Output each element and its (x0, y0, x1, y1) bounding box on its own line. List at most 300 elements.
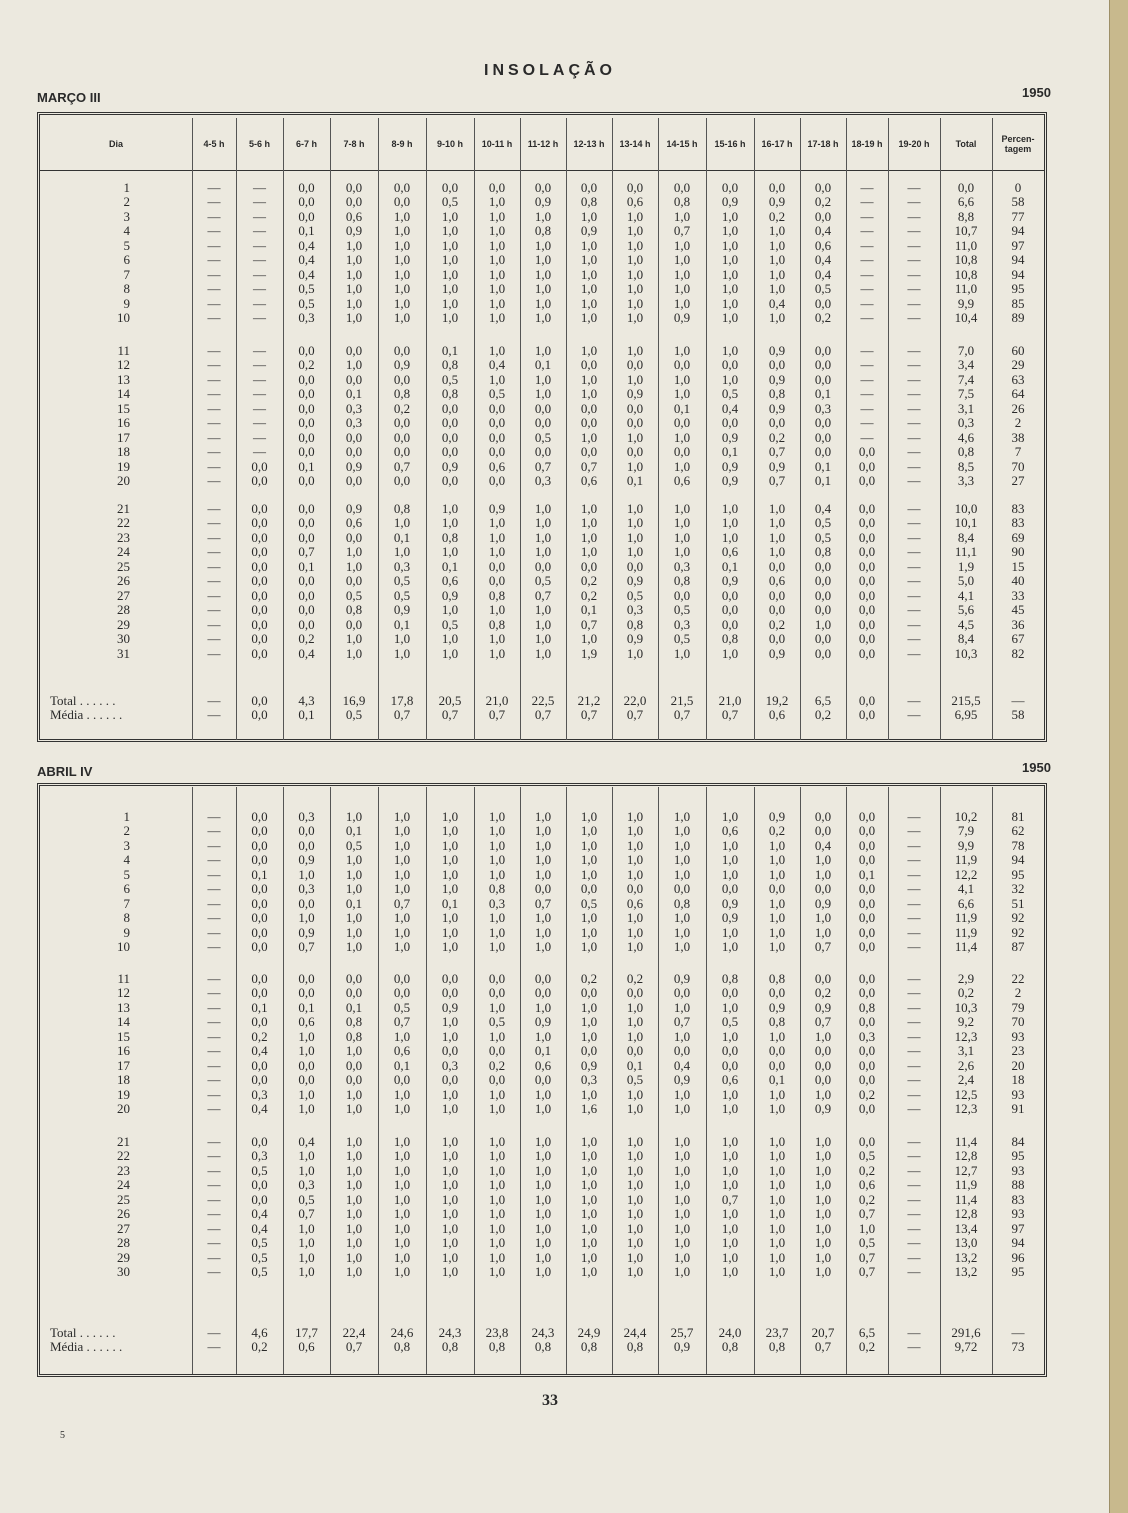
table-cell: 0,0 (441, 971, 459, 986)
table-cell: 0,9 (626, 386, 644, 402)
table-cell: 1,0 (393, 1264, 411, 1280)
table-cell: 1,0 (768, 1028, 786, 1044)
table-cell: — (907, 223, 921, 239)
table-cell: 1,0 (298, 1028, 315, 1044)
table-cell: 1,0 (534, 1134, 552, 1149)
table-cell: 1,0 (393, 1086, 411, 1102)
table-cell: 1,0 (393, 645, 411, 661)
table-cell: 1,0 (488, 1235, 506, 1251)
table-cell: 83 (1011, 501, 1025, 516)
table-cell: 0,8 (814, 544, 832, 560)
table-cell: 0,4 (814, 501, 832, 516)
table-cell: 1,0 (488, 529, 506, 545)
table-cell: 0,0 (858, 515, 876, 531)
table-cell: 1,0 (534, 386, 552, 402)
table-cell: 1,0 (673, 1206, 691, 1222)
table-cell: 1,0 (673, 1028, 691, 1044)
table-cell: 1,0 (534, 616, 552, 632)
table-cell: 0,7 (858, 1264, 876, 1280)
row-day: 15 (117, 400, 130, 416)
table-cell: — (907, 208, 921, 224)
table-cell: 1,0 (534, 939, 552, 955)
table-cell: 0,5 (251, 1162, 268, 1178)
table-cell: 0,5 (488, 1014, 506, 1030)
table-cell: — (907, 281, 921, 297)
table-cell: 0,0 (251, 602, 268, 618)
media-cell: — (207, 707, 221, 722)
media-cell: 0,7 (488, 707, 506, 722)
table-cell: 1,0 (534, 1191, 552, 1207)
table-cell: 1,0 (393, 266, 411, 282)
table-cell: 0,8 (345, 1014, 363, 1030)
table-cell: — (207, 924, 221, 940)
table-cell: 1,0 (441, 1249, 459, 1265)
table-cell: 1,0 (534, 266, 552, 282)
table-cell: 0,0 (673, 587, 691, 603)
table-cell: 1,0 (626, 223, 644, 239)
table-cell: 1,0 (721, 1249, 739, 1265)
table-cell: 0,8 (345, 1028, 363, 1044)
table-cell: 0,0 (251, 631, 268, 647)
table-cell: 10,2 (954, 809, 978, 824)
table-cell: 82 (1011, 645, 1025, 661)
table-cell: 1,0 (673, 386, 691, 402)
total-cell: 215,5 (951, 693, 981, 708)
table-cell: — (860, 237, 874, 253)
table-cell: 1,0 (345, 809, 363, 824)
table-cell: 1,0 (534, 1264, 552, 1280)
table-cell: 0,4 (488, 357, 506, 373)
media-cell: 0,1 (298, 707, 315, 722)
row-day: 3 (123, 837, 130, 853)
table-cell: 0,0 (858, 924, 876, 940)
row-day: 16 (117, 415, 130, 431)
table-cell: 0,0 (721, 357, 739, 373)
table-cell: 0,1 (298, 999, 315, 1015)
media-cell: 73 (1011, 1339, 1025, 1354)
table-cell: — (907, 1148, 921, 1164)
table-cell: 1,0 (488, 1264, 506, 1280)
table-cell: — (207, 895, 221, 911)
table-cell: 1,0 (814, 1220, 832, 1236)
table-cell: — (907, 1177, 921, 1193)
table-cell: 0,5 (441, 194, 459, 210)
table-cell: — (907, 1249, 921, 1265)
table-cell: 1,0 (345, 1043, 363, 1059)
table-cell: 0,0 (488, 971, 506, 986)
table-cell: 7,9 (957, 823, 975, 839)
table-cell: — (907, 295, 921, 311)
table-cell: 7,0 (957, 343, 975, 358)
table-cell: 90 (1011, 544, 1025, 560)
table-cell: 1,0 (534, 281, 552, 297)
table-cell: 1,0 (488, 237, 506, 253)
table-cell: 1,0 (673, 837, 691, 853)
table-cell: 0,9 (721, 429, 739, 445)
table-cell: 85 (1011, 295, 1025, 311)
table-cell: 1,0 (673, 515, 691, 531)
table-cell: 5,0 (957, 573, 975, 589)
table-cell: 0,1 (441, 558, 459, 574)
table-cell: 1,0 (441, 501, 459, 516)
table-cell: 0,9 (393, 357, 411, 373)
table-cell: 1,0 (393, 924, 411, 940)
table-cell: 0,4 (298, 1134, 315, 1149)
table-cell: 1,0 (673, 1134, 691, 1149)
table-cell: — (907, 1028, 921, 1044)
table-cell: 1,0 (441, 1101, 459, 1117)
media-cell: 0,7 (626, 707, 644, 722)
table-cell: 1,0 (534, 371, 552, 387)
table-cell: 1,0 (393, 1028, 411, 1044)
table-cell: 96 (1011, 1249, 1025, 1265)
table-cell: — (253, 223, 266, 239)
total-cell: 21,5 (670, 693, 694, 708)
table-cell: 1,0 (298, 1043, 315, 1059)
table-cell: 7,4 (957, 371, 975, 387)
table-cell: 0,9 (768, 371, 786, 387)
table-cell: 1,0 (345, 558, 363, 574)
table-cell: 1,0 (441, 310, 459, 326)
table-cell: 0,9 (673, 1072, 691, 1088)
table-cell: 1,0 (626, 1249, 644, 1265)
media-cell: 0,7 (441, 707, 459, 722)
table-cell: 1,0 (488, 281, 506, 297)
row-day: 15 (117, 1028, 130, 1044)
table-cell: 1,0 (721, 281, 739, 297)
table-cell: 0,1 (345, 823, 363, 839)
table-cell: — (207, 1086, 221, 1102)
total-cell: 24,6 (390, 1325, 414, 1340)
media-cell: 0,8 (580, 1339, 598, 1354)
table-cell: 95 (1011, 1264, 1025, 1280)
table-cell: 0,0 (251, 501, 268, 516)
table-cell: 0,0 (721, 1043, 739, 1059)
table-cell: 1,0 (393, 281, 411, 297)
table-cell: 1,0 (298, 1249, 315, 1265)
table-cell: 1,0 (626, 529, 644, 545)
table-cell: 15 (1011, 558, 1025, 574)
table-cell: 1,0 (626, 1264, 644, 1280)
row-day: 30 (117, 631, 130, 647)
table-cell: 0,0 (580, 400, 598, 416)
table-cell: — (207, 881, 221, 897)
row-day: 21 (117, 501, 130, 516)
table-cell: 0,0 (814, 645, 832, 661)
table-cell: 0,2 (298, 357, 315, 373)
table-cell: 1,0 (814, 1162, 832, 1178)
table-cell: 0,0 (858, 631, 876, 647)
table-cell: 1,0 (814, 852, 832, 868)
table-cell: — (860, 295, 874, 311)
table-cell: 0,0 (345, 616, 363, 632)
table-cell: 1,0 (345, 1134, 363, 1149)
table-cell: 0,0 (673, 444, 691, 460)
table-cell: 1,0 (488, 295, 506, 311)
table-cell: 0,0 (814, 429, 832, 445)
table-cell: 0,0 (858, 837, 876, 853)
row-day: 10 (117, 939, 130, 955)
table-cell: 1,0 (768, 529, 786, 545)
total-cell: 19,2 (765, 693, 789, 708)
table-cell: 0,0 (626, 357, 644, 373)
table-cell: — (207, 1206, 221, 1222)
table-cell: 0,0 (858, 881, 876, 897)
table-cell: 0,0 (858, 852, 876, 868)
table-cell: 4,6 (957, 429, 975, 445)
table-cell: — (207, 501, 221, 516)
media-cell: 0,7 (393, 707, 411, 722)
table-cell: 0,0 (251, 837, 268, 853)
table-cell: — (907, 971, 921, 986)
table-cell: 1,0 (345, 645, 363, 661)
table-cell: 0,0 (858, 1014, 876, 1030)
table-cell: 1,0 (534, 1101, 552, 1117)
table-cell: 95 (1011, 281, 1025, 297)
table-cell: 0,5 (441, 371, 459, 387)
table-cell: 1,0 (768, 924, 786, 940)
table-cell: 0,8 (441, 386, 459, 402)
table-cell: 0,3 (858, 1028, 876, 1044)
table-cell: — (207, 939, 221, 955)
table-cell: 91 (1011, 1101, 1025, 1117)
table-cell: 1,0 (721, 223, 739, 239)
table-cell: 1,0 (580, 266, 598, 282)
table-cell: 0,3 (393, 558, 411, 574)
table-cell: 36 (1011, 616, 1025, 632)
table-cell: 1,0 (721, 371, 739, 387)
table-cell: — (207, 357, 221, 373)
table-cell: 0,0 (858, 602, 876, 618)
table-cell: 0,0 (534, 415, 552, 431)
table-cell: 0,0 (768, 180, 786, 195)
table-cell: — (860, 194, 874, 210)
section-year-april: 1950 (1022, 760, 1051, 775)
table-cell: 1,0 (441, 1028, 459, 1044)
media-cell: 58 (1011, 707, 1025, 722)
table-cell: 1,0 (673, 343, 691, 358)
table-cell: 1,0 (488, 343, 506, 358)
table-cell: — (907, 910, 921, 926)
table-cell: 13,4 (954, 1220, 978, 1236)
table-cell: 0,0 (534, 971, 552, 986)
row-day: 31 (117, 645, 130, 661)
media-cell: 0,7 (673, 707, 691, 722)
table-cell: 1,0 (673, 924, 691, 940)
table-cell: 1,0 (441, 631, 459, 647)
table-cell: — (207, 1043, 221, 1059)
table-cell: — (207, 823, 221, 839)
table-cell: 93 (1011, 1206, 1025, 1222)
table-cell: — (207, 458, 221, 474)
table-cell: 0,1 (345, 895, 363, 911)
table-cell: 0,0 (626, 180, 644, 195)
table-cell: — (907, 866, 921, 882)
table-cell: 1,0 (768, 281, 786, 297)
table-cell: — (907, 194, 921, 210)
table-cell: 1,0 (721, 837, 739, 853)
table-cell: 1,0 (345, 544, 363, 560)
table-cell: 1,0 (393, 1206, 411, 1222)
row-day: 17 (117, 429, 130, 445)
table-cell: 1,0 (673, 371, 691, 387)
row-day: 10 (117, 310, 130, 326)
total-cell: — (907, 1325, 921, 1340)
table-cell: 1,0 (441, 237, 459, 253)
table-cell: 93 (1011, 1086, 1025, 1102)
table-cell: 0,0 (441, 400, 459, 416)
table-cell: — (207, 1220, 221, 1236)
table-cell: 0,2 (768, 823, 786, 839)
table-cell: — (860, 281, 874, 297)
table-cell: 1,0 (721, 266, 739, 282)
table-cell: 0,8 (345, 602, 363, 618)
table-cell: 1,0 (580, 501, 598, 516)
table-cell: 0,0 (858, 501, 876, 516)
row-day: 21 (117, 1134, 130, 1149)
table-cell: 1,0 (768, 252, 786, 268)
table-cell: 1,0 (441, 1177, 459, 1193)
table-cell: 1,0 (441, 837, 459, 853)
table-cell: 0,8 (488, 587, 506, 603)
table-cell: 0,0 (488, 415, 506, 431)
table-cell: 1,0 (768, 1148, 786, 1164)
table-cell: 1,0 (393, 1101, 411, 1117)
table-cell: 1,0 (580, 866, 598, 882)
table-cell: 0,0 (673, 881, 691, 897)
table-cell: 1,0 (673, 501, 691, 516)
table-cell: — (907, 415, 921, 431)
table-cell: 0,0 (768, 602, 786, 618)
table-cell: 0,0 (534, 400, 552, 416)
media-cell: 6,95 (954, 707, 978, 722)
table-cell: — (907, 1220, 921, 1236)
row-day: 18 (117, 1072, 130, 1088)
table-cell: 1,0 (393, 1162, 411, 1178)
table-cell: 0,6 (298, 1014, 315, 1030)
table-cell: 0,4 (673, 1057, 691, 1073)
table-cell: 0,3 (957, 415, 975, 431)
table-cell: 1,0 (345, 237, 363, 253)
table-cell: 1,0 (580, 343, 598, 358)
table-cell: 0,0 (298, 180, 315, 195)
table-cell: 0,0 (768, 558, 786, 574)
table-cell: 0,0 (858, 971, 876, 986)
table-cell: — (207, 910, 221, 926)
table-cell: 0,0 (814, 415, 832, 431)
table-cell: — (907, 999, 921, 1015)
table-cell: 1,0 (488, 1086, 506, 1102)
table-cell: 0,1 (298, 558, 315, 574)
table-cell: 0,3 (298, 809, 315, 824)
table-cell: 0,0 (957, 180, 975, 195)
table-cell: 1,0 (768, 939, 786, 955)
table-cell: 0,0 (814, 1057, 832, 1073)
total-cell: 24,0 (718, 1325, 742, 1340)
table-cell: 5,6 (957, 602, 975, 618)
table-cell: 0,0 (858, 558, 876, 574)
table-cell: 0,0 (298, 371, 315, 387)
table-cell: 0,8 (768, 1014, 786, 1030)
table-cell: 0,9 (345, 501, 363, 516)
table-cell: — (907, 1014, 921, 1030)
table-cell: 1,0 (626, 910, 644, 926)
table-cell: 0,0 (858, 910, 876, 926)
table-cell: — (907, 1043, 921, 1059)
table-cell: 1,0 (345, 910, 363, 926)
table-cell: 1,0 (580, 281, 598, 297)
row-day: 20 (117, 473, 130, 489)
total-cell: 24,4 (623, 1325, 647, 1340)
table-cell: 0,0 (814, 1043, 832, 1059)
table-cell: 0,9 (626, 573, 644, 589)
row-day: 2 (123, 194, 130, 210)
table-cell: 0,8 (393, 501, 411, 516)
table-cell: 0,0 (814, 558, 832, 574)
table-cell: 1,0 (814, 1235, 832, 1251)
table-cell: 0,6 (580, 473, 598, 489)
table-cell: 9,2 (957, 1014, 975, 1030)
table-cell: 1,0 (768, 1235, 786, 1251)
table-cell: 1,0 (673, 1249, 691, 1265)
table-cell: 1,0 (298, 1101, 315, 1117)
table-cell: 10,1 (954, 515, 978, 531)
media-cell: 0,7 (345, 1339, 363, 1354)
table-cell: 1,0 (580, 295, 598, 311)
table-cell: 1,0 (345, 281, 363, 297)
table-cell: 0,0 (251, 1057, 268, 1073)
row-day: 5 (123, 866, 130, 882)
table-cell: — (207, 809, 221, 824)
table-cell: — (860, 371, 874, 387)
table-cell: 0,7 (580, 616, 598, 632)
total-cell: 16,9 (342, 693, 366, 708)
row-day: 16 (117, 1043, 130, 1059)
table-cell: 1,0 (580, 852, 598, 868)
table-cell: 0,0 (488, 1072, 506, 1088)
total-cell: — (1011, 693, 1025, 708)
table-cell: — (860, 415, 874, 431)
table-cell: 0,0 (580, 985, 598, 1001)
table-cell: 1,0 (768, 501, 786, 516)
table-cell: 9,9 (957, 295, 975, 311)
table-cell: 1,0 (580, 515, 598, 531)
table-cell: 11,4 (954, 1191, 978, 1207)
table-cell: 0,9 (768, 999, 786, 1015)
total-cell: — (207, 693, 221, 708)
column-header: 16-17 h (761, 139, 793, 149)
table-cell: 40 (1011, 573, 1025, 589)
table-cell: — (860, 266, 874, 282)
table-cell: — (860, 357, 874, 373)
table-cell: 0,1 (393, 616, 411, 632)
table-cell: 1,0 (580, 823, 598, 839)
table-cell: 0,6 (626, 895, 644, 911)
table-cell: 0,0 (626, 444, 644, 460)
table-cell: 0,0 (251, 558, 268, 574)
row-day: 28 (117, 1235, 130, 1251)
table-cell: 0,1 (251, 999, 268, 1015)
table-cell: 0,8 (673, 573, 691, 589)
table-cell: — (207, 415, 221, 431)
table-cell: 0,5 (858, 1148, 876, 1164)
table-cell: 1,0 (488, 924, 506, 940)
table-cell: 1,0 (534, 252, 552, 268)
table-cell: — (253, 208, 266, 224)
table-cell: — (207, 429, 221, 445)
table-cell: 1,0 (673, 1220, 691, 1236)
table-cell: 1,0 (673, 1086, 691, 1102)
